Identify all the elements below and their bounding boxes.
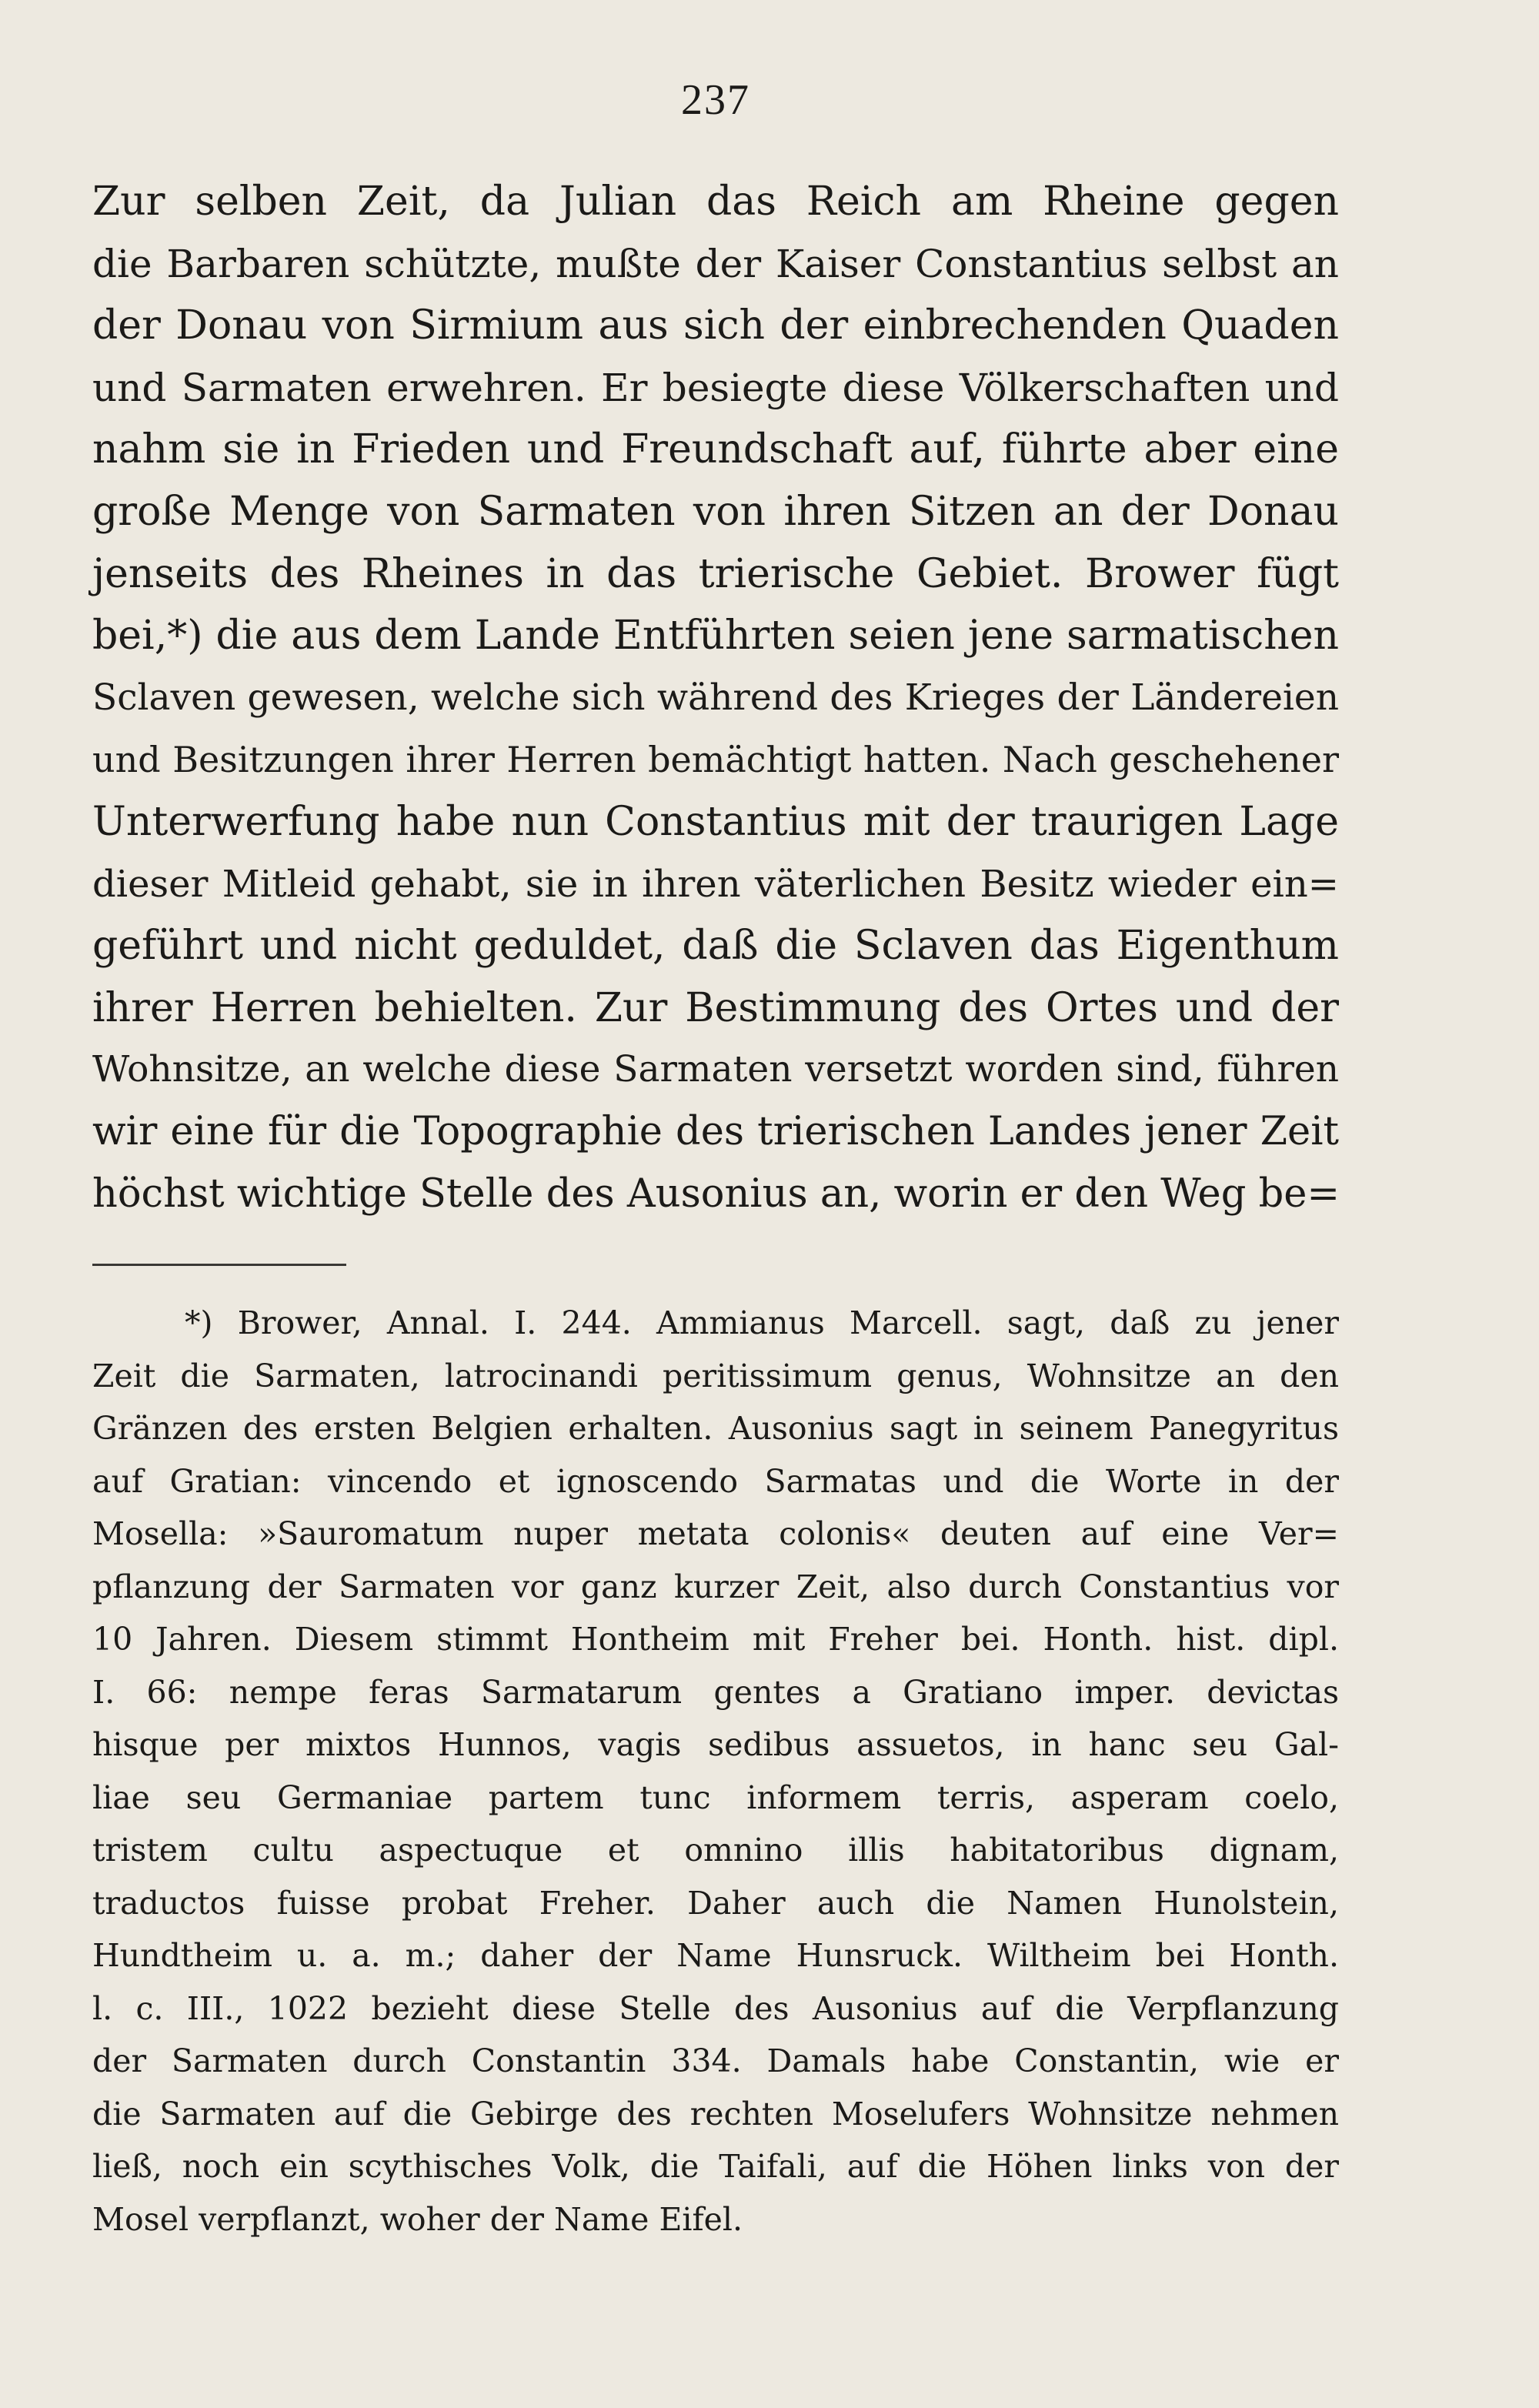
main-text-line: bei,*) die aus dem Lande Entführten seien jene sarmatischen xyxy=(92,613,1339,660)
main-text-line: und Sarmaten erwehren. Er besiegte diese Völkerschaften und xyxy=(92,365,1339,410)
main-text-line: Unterwerfung habe nun Constantius mit der traurigen Lage xyxy=(92,798,1339,845)
main-text-line: nahm sie in Frieden und Freundschaft auf, führte aber eine xyxy=(92,426,1339,473)
main-text-line: Wohnsitze, an welche diese Sarmaten versetzt worden sind, führen xyxy=(92,1048,1339,1091)
footnote xyxy=(92,1297,1339,2246)
footnote-line: die Sarmaten auf die Gebirge des rechten Moselufers Wohnsitze nehmen xyxy=(92,2095,1339,2132)
footnote-divider xyxy=(92,1264,346,1266)
main-text-line: große Menge von Sarmaten von ihren Sitzen an der Donau xyxy=(92,488,1339,535)
footnote-line: liae seu Germaniae partem tunc informem terris, asperam coelo, xyxy=(92,1778,1339,1816)
footnote-line: Hundtheim u. a. m.; daher der Name Hunsruck. Wiltheim bei Honth. xyxy=(92,1937,1339,1974)
footnote-line: hisque per mixtos Hunnos, vagis sedibus assuetos, in hanc seu Gal- xyxy=(92,1726,1339,1763)
footnote-line: Gränzen des ersten Belgien erhalten. Ausonius sagt in seinem Panegyritus xyxy=(92,1410,1339,1447)
footnote-line: ließ, noch ein scythisches Volk, die Taifali, auf die Höhen links von der xyxy=(92,2148,1339,2185)
main-text-line: Zur selben Zeit, da Julian das Reich am Rheine gegen xyxy=(92,179,1339,225)
footnote-line: pflanzung der Sarmaten vor ganz kurzer Zeit, also durch Constantius vor xyxy=(92,1568,1339,1605)
main-text-line: jenseits des Rheines in das trierische Gebiet. Brower fügt xyxy=(92,550,1339,597)
main-text xyxy=(92,171,1339,1225)
footnote-line: traductos fuisse probat Freher. Daher auch die Namen Hunolstein, xyxy=(92,1884,1339,1922)
main-text-line: geführt und nicht geduldet, daß die Sclaven das Eigenthum xyxy=(92,923,1339,970)
main-text-line: Sclaven gewesen, welche sich während des Krieges der Ländereien xyxy=(92,676,1339,719)
main-text-line: dieser Mitleid gehabt, sie in ihren väterlichen Besitz wieder ein= xyxy=(92,862,1339,906)
main-text-line: der Donau von Sirmium aus sich der einbrechenden Quaden xyxy=(92,302,1339,349)
footnote-line: l. c. III., 1022 bezieht diese Stelle des Ausonius auf die Verpflanzung xyxy=(92,1989,1339,2027)
main-text-line: wir eine für die Topographie des trierischen Landes jener Zeit xyxy=(92,1108,1339,1154)
main-text-line: und Besitzungen ihrer Herren bemächtigt hatten. Nach geschehener xyxy=(92,739,1339,781)
main-text-line: die Barbaren schützte, mußte der Kaiser Constantius selbst an xyxy=(92,241,1339,286)
footnote-line: I. 66: nempe feras Sarmatarum gentes a Gratiano imper. devictas xyxy=(92,1673,1339,1711)
footnote-line: tristem cultu aspectuque et omnino illis habitatoribus dignam, xyxy=(92,1832,1339,1869)
main-text-line: ihrer Herren behielten. Zur Bestimmung des Ortes und der xyxy=(92,984,1339,1031)
footnote-line: Mosel verpflanzt, woher der Name Eifel. xyxy=(92,2200,743,2238)
footnote-line: auf Gratian: vincendo et ignoscendo Sarmatas und die Worte in der xyxy=(92,1462,1339,1500)
page-number: 237 xyxy=(681,76,750,124)
footnote-line: der Sarmaten durch Constantin 334. Damals habe Constantin, wie er xyxy=(92,2042,1339,2079)
main-text-line: höchst wichtige Stelle des Ausonius an, worin er den Weg be= xyxy=(92,1171,1340,1217)
footnote-line: 10 Jahren. Diesem stimmt Hontheim mit Freher bei. Honth. hist. dipl. xyxy=(92,1621,1339,1658)
footnote-line: Zeit die Sarmaten, latrocinandi peritissimum genus, Wohnsitze an den xyxy=(92,1357,1339,1394)
footnote-line: *) Brower, Annal. I. 244. Ammianus Marcell. sagt, daß zu jener xyxy=(185,1304,1339,1341)
footnote-line: Mosella: »Sauromatum nuper metata colonis« deuten auf eine Ver= xyxy=(92,1515,1339,1552)
